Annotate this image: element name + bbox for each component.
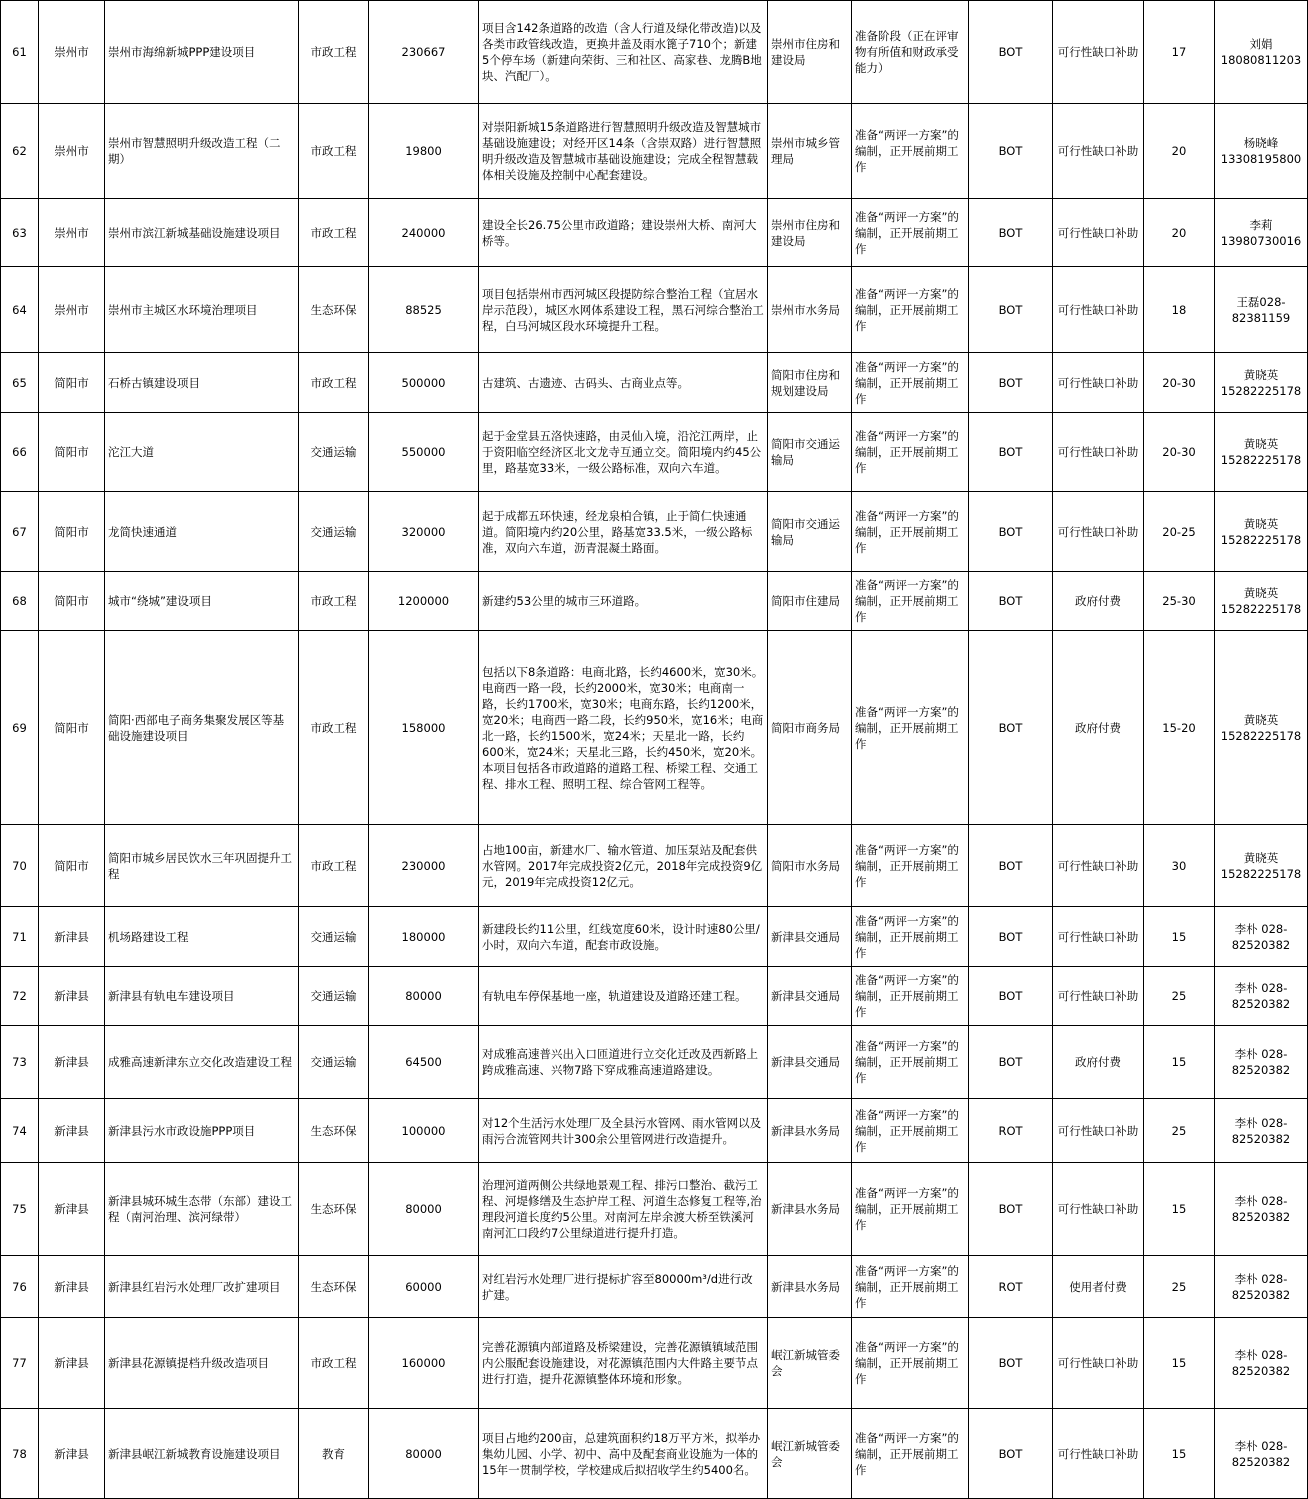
department-cell: 崇州市城乡管理局 [768,104,852,199]
mode-cell: BOT [969,353,1053,413]
payment-cell: 政府付费 [1053,1026,1144,1099]
investment-cell: 60000 [369,1256,479,1318]
city-cell: 崇州市 [39,1,105,104]
category-cell: 生态环保 [299,267,369,353]
city-cell: 简阳市 [39,353,105,413]
city-cell: 新津县 [39,1256,105,1318]
term-years-cell: 25 [1144,967,1215,1026]
contact-cell: 黄晓英 15282225178 [1215,825,1308,907]
project-name-cell: 新津县红岩污水处理厂改扩建项目 [105,1256,299,1318]
payment-cell: 可行性缺口补助 [1053,967,1144,1026]
table-row [1,1099,1308,1163]
city-cell: 简阳市 [39,825,105,907]
mode-cell: BOT [969,104,1053,199]
payment-cell: 可行性缺口补助 [1053,199,1144,267]
project-name-cell: 新津县污水市政设施PPP项目 [105,1099,299,1163]
row-number: 73 [1,1026,39,1099]
department-cell: 新津县交通局 [768,1026,852,1099]
term-years-cell: 15-20 [1144,631,1215,825]
payment-cell: 可行性缺口补助 [1053,267,1144,353]
content-cell: 项目含142条道路的改造（含人行道及绿化带改造)以及各类市政管线改造，更换井盖及雨水篦子710个；新建5个停车场（新建向荣街、三和社区、高家巷、龙腾B地块、汽配厂）。 [479,1,768,104]
contact-cell: 李朴 028-82520382 [1215,967,1308,1026]
table-row [1,104,1308,199]
stage-cell: 准备“两评一方案”的编制，正开展前期工作 [852,967,969,1026]
row-number: 70 [1,825,39,907]
project-name-cell: 沱江大道 [105,413,299,492]
payment-cell: 使用者付费 [1053,1256,1144,1318]
table-row [1,267,1308,353]
project-name-cell: 成雅高速新津东立交化改造建设工程 [105,1026,299,1099]
content-cell: 完善花源镇内部道路及桥梁建设，完善花源镇镇域范围内公服配套设施建设，对花源镇范围内大件路主要节点进行打造，提升花源镇整体环境和形象。 [479,1318,768,1409]
investment-cell: 64500 [369,1026,479,1099]
department-cell: 新津县交通局 [768,907,852,967]
table-row [1,1318,1308,1409]
term-years-cell: 25 [1144,1099,1215,1163]
mode-cell: BOT [969,1409,1053,1499]
term-years-cell: 20-30 [1144,353,1215,413]
city-cell: 新津县 [39,967,105,1026]
department-cell: 新津县水务局 [768,1099,852,1163]
row-number: 65 [1,353,39,413]
stage-cell: 准备“两评一方案”的编制，正开展前期工作 [852,413,969,492]
payment-cell: 可行性缺口补助 [1053,1,1144,104]
department-cell: 崇州市水务局 [768,267,852,353]
contact-cell: 黄晓英 15282225178 [1215,572,1308,631]
content-cell: 项目包括崇州市西河城区段提防综合整治工程（宜居水岸示范段），城区水网体系建设工程，黑石河综合整治工程，白马河城区段水环境提升工程。 [479,267,768,353]
city-cell: 崇州市 [39,267,105,353]
table-row [1,572,1308,631]
mode-cell: ROT [969,1256,1053,1318]
category-cell: 交通运输 [299,413,369,492]
row-number: 72 [1,967,39,1026]
department-cell: 新津县水务局 [768,1163,852,1256]
payment-cell: 可行性缺口补助 [1053,104,1144,199]
mode-cell: BOT [969,413,1053,492]
content-cell: 对崇阳新城15条道路进行智慧照明升级改造及智慧城市基础设施建设；对经开区14条（含崇双路）进行智慧照明升级改造及智慧城市基础设施建设；完成全程智慧载体相关设施及控制中心配套建设。 [479,104,768,199]
table-row [1,1256,1308,1318]
project-name-cell: 崇州市海绵新城PPP建设项目 [105,1,299,104]
city-cell: 简阳市 [39,572,105,631]
payment-cell: 政府付费 [1053,572,1144,631]
investment-cell: 550000 [369,413,479,492]
investment-cell: 80000 [369,1163,479,1256]
content-cell: 有轨电车停保基地一座，轨道建设及道路还建工程。 [479,967,768,1026]
investment-cell: 100000 [369,1099,479,1163]
stage-cell: 准备“两评一方案”的编制，正开展前期工作 [852,1026,969,1099]
city-cell: 简阳市 [39,413,105,492]
content-cell: 占地100亩，新建水厂、输水管道、加压泵站及配套供水管网。2017年完成投资2亿元，2018年完成投资9亿元，2019年完成投资12亿元。 [479,825,768,907]
city-cell: 简阳市 [39,492,105,572]
project-table-body [1,1,1308,1499]
row-number: 68 [1,572,39,631]
contact-cell: 李莉 13980730016 [1215,199,1308,267]
table-row [1,907,1308,967]
mode-cell: BOT [969,967,1053,1026]
content-cell: 治理河道两侧公共绿地景观工程、排污口整治、截污工程、河堤修缮及生态护岸工程、河道生态修复工程等,治理段河道长度约5公里。对南河左岸余渡大桥至铁溪河南河汇口段约7公里绿道进行提升打造。 [479,1163,768,1256]
department-cell: 岷江新城管委会 [768,1409,852,1499]
project-name-cell: 崇州市滨江新城基础设施建设项目 [105,199,299,267]
content-cell: 对成雅高速普兴出入口匝道进行立交化迁改及西新路上跨成雅高速、兴物7路下穿成雅高速道路建设。 [479,1026,768,1099]
table-row [1,825,1308,907]
stage-cell: 准备“两评一方案”的编制，正开展前期工作 [852,492,969,572]
contact-cell: 刘娟 18080811203 [1215,1,1308,104]
project-name-cell: 简阳·西部电子商务集聚发展区等基础设施建设项目 [105,631,299,825]
term-years-cell: 25 [1144,1256,1215,1318]
category-cell: 市政工程 [299,1318,369,1409]
city-cell: 崇州市 [39,199,105,267]
table-row [1,1409,1308,1499]
table-row [1,967,1308,1026]
content-cell: 对红岩污水处理厂进行提标扩容至80000m³/d进行改扩建。 [479,1256,768,1318]
mode-cell: BOT [969,267,1053,353]
category-cell: 市政工程 [299,353,369,413]
contact-cell: 李朴 028-82520382 [1215,1026,1308,1099]
investment-cell: 180000 [369,907,479,967]
city-cell: 新津县 [39,1409,105,1499]
department-cell: 岷江新城管委会 [768,1318,852,1409]
stage-cell: 准备“两评一方案”的编制，正开展前期工作 [852,1409,969,1499]
table-row [1,413,1308,492]
mode-cell: BOT [969,631,1053,825]
stage-cell: 准备“两评一方案”的编制，正开展前期工作 [852,825,969,907]
category-cell: 教育 [299,1409,369,1499]
content-cell: 建设全长26.75公里市政道路；建设崇州大桥、南河大桥等。 [479,199,768,267]
row-number: 63 [1,199,39,267]
stage-cell: 准备“两评一方案”的编制，正开展前期工作 [852,104,969,199]
term-years-cell: 15 [1144,1163,1215,1256]
term-years-cell: 15 [1144,1318,1215,1409]
city-cell: 新津县 [39,1163,105,1256]
table-row [1,353,1308,413]
term-years-cell: 20-30 [1144,413,1215,492]
project-name-cell: 龙简快速通道 [105,492,299,572]
category-cell: 市政工程 [299,1,369,104]
content-cell: 古建筑、古遗迹、古码头、古商业点等。 [479,353,768,413]
row-number: 77 [1,1318,39,1409]
stage-cell: 准备“两评一方案”的编制，正开展前期工作 [852,353,969,413]
term-years-cell: 18 [1144,267,1215,353]
row-number: 69 [1,631,39,825]
contact-cell: 李朴 028-82520382 [1215,1099,1308,1163]
stage-cell: 准备“两评一方案”的编制，正开展前期工作 [852,572,969,631]
mode-cell: BOT [969,1163,1053,1256]
term-years-cell: 20-25 [1144,492,1215,572]
city-cell: 新津县 [39,907,105,967]
department-cell: 新津县交通局 [768,967,852,1026]
row-number: 66 [1,413,39,492]
city-cell: 新津县 [39,1026,105,1099]
content-cell: 新建约53公里的城市三环道路。 [479,572,768,631]
department-cell: 简阳市交通运输局 [768,413,852,492]
stage-cell: 准备“两评一方案”的编制，正开展前期工作 [852,1099,969,1163]
category-cell: 交通运输 [299,907,369,967]
stage-cell: 准备“两评一方案”的编制，正开展前期工作 [852,1318,969,1409]
payment-cell: 可行性缺口补助 [1053,825,1144,907]
investment-cell: 160000 [369,1318,479,1409]
payment-cell: 政府付费 [1053,631,1144,825]
department-cell: 简阳市商务局 [768,631,852,825]
city-cell: 新津县 [39,1099,105,1163]
category-cell: 市政工程 [299,199,369,267]
stage-cell: 准备“两评一方案”的编制，正开展前期工作 [852,199,969,267]
mode-cell: BOT [969,572,1053,631]
investment-cell: 80000 [369,967,479,1026]
payment-cell: 可行性缺口补助 [1053,1409,1144,1499]
row-number: 74 [1,1099,39,1163]
department-cell: 崇州市住房和建设局 [768,199,852,267]
contact-cell: 李朴 028-82520382 [1215,1318,1308,1409]
term-years-cell: 30 [1144,825,1215,907]
stage-cell: 准备“两评一方案”的编制，正开展前期工作 [852,1256,969,1318]
content-cell: 新建段长约11公里，红线宽度60米，设计时速80公里/小时，双向六车道，配套市政设施。 [479,907,768,967]
contact-cell: 王磊028-82381159 [1215,267,1308,353]
row-number: 61 [1,1,39,104]
category-cell: 市政工程 [299,572,369,631]
contact-cell: 黄晓英 15282225178 [1215,353,1308,413]
row-number: 71 [1,907,39,967]
category-cell: 生态环保 [299,1099,369,1163]
stage-cell: 准备“两评一方案”的编制，正开展前期工作 [852,631,969,825]
category-cell: 交通运输 [299,492,369,572]
content-cell: 起于金堂县五洛快速路，由灵仙入境，沿沱江两岸，止于资阳临空经济区北文龙寺互通立交。简阳境内约45公里，路基宽33米，一级公路标准，双向六车道。 [479,413,768,492]
project-name-cell: 简阳市城乡居民饮水三年巩固提升工程 [105,825,299,907]
investment-cell: 1200000 [369,572,479,631]
content-cell: 包括以下8条道路：电商北路，长约4600米，宽30米。电商西一路一段，长约2000米，宽30米；电商南一路，长约1700米，宽30米；电商东路，长约1200米，宽20米；电商西一路二段，长约950米，宽16米；电商北一路，长约1500米，宽24米；天星北一路，长约600米，宽24米；天星北三路，长约450米，宽20米。本项目包括各市政道路的道路工程、桥梁工程、交通工程、排水工程、照明工程、综合管网工程等。 [479,631,768,825]
payment-cell: 可行性缺口补助 [1053,492,1144,572]
category-cell: 生态环保 [299,1256,369,1318]
table-row [1,1,1308,104]
investment-cell: 230000 [369,825,479,907]
mode-cell: BOT [969,1318,1053,1409]
city-cell: 崇州市 [39,104,105,199]
contact-cell: 李朴 028-82520382 [1215,907,1308,967]
mode-cell: BOT [969,492,1053,572]
mode-cell: BOT [969,825,1053,907]
mode-cell: BOT [969,907,1053,967]
investment-cell: 230667 [369,1,479,104]
project-name-cell: 新津县有轨电车建设项目 [105,967,299,1026]
investment-cell: 158000 [369,631,479,825]
term-years-cell: 25-30 [1144,572,1215,631]
contact-cell: 李朴 028-82520382 [1215,1256,1308,1318]
department-cell: 简阳市交通运输局 [768,492,852,572]
row-number: 64 [1,267,39,353]
mode-cell: BOT [969,1026,1053,1099]
content-cell: 项目占地约200亩，总建筑面积约18万平方米，拟举办集幼儿园、小学、初中、高中及配套商业设施为一体的15年一贯制学校，学校建成后拟招收学生约5400名。 [479,1409,768,1499]
mode-cell: ROT [969,1099,1053,1163]
category-cell: 生态环保 [299,1163,369,1256]
term-years-cell: 20 [1144,199,1215,267]
investment-cell: 19800 [369,104,479,199]
category-cell: 市政工程 [299,631,369,825]
investment-cell: 80000 [369,1409,479,1499]
stage-cell: 准备“两评一方案”的编制，正开展前期工作 [852,1163,969,1256]
investment-cell: 320000 [369,492,479,572]
city-cell: 简阳市 [39,631,105,825]
project-name-cell: 石桥古镇建设项目 [105,353,299,413]
project-name-cell: 崇州市主城区水环境治理项目 [105,267,299,353]
department-cell: 简阳市住房和规划建设局 [768,353,852,413]
payment-cell: 可行性缺口补助 [1053,413,1144,492]
project-name-cell: 新津县花源镇提档升级改造项目 [105,1318,299,1409]
investment-cell: 88525 [369,267,479,353]
table-row [1,199,1308,267]
department-cell: 简阳市水务局 [768,825,852,907]
contact-cell: 黄晓英 15282225178 [1215,631,1308,825]
payment-cell: 可行性缺口补助 [1053,907,1144,967]
contact-cell: 李朴 028-82520382 [1215,1163,1308,1256]
stage-cell: 准备阶段（正在评审物有所值和财政承受能力） [852,1,969,104]
contact-cell: 黄晓英 15282225178 [1215,492,1308,572]
project-name-cell: 新津县城环城生态带（东部）建设工程（南河治理、滨河绿带） [105,1163,299,1256]
term-years-cell: 17 [1144,1,1215,104]
mode-cell: BOT [969,199,1053,267]
project-name-cell: 机场路建设工程 [105,907,299,967]
payment-cell: 可行性缺口补助 [1053,353,1144,413]
department-cell: 新津县水务局 [768,1256,852,1318]
department-cell: 简阳市住建局 [768,572,852,631]
project-name-cell: 城市“绕城”建设项目 [105,572,299,631]
stage-cell: 准备“两评一方案”的编制，正开展前期工作 [852,907,969,967]
content-cell: 起于成都五环快速，经龙泉柏合镇，止于简仁快速通道。简阳境内约20公里，路基宽33.5米，一级公路标准，双向六车道，沥青混凝土路面。 [479,492,768,572]
row-number: 75 [1,1163,39,1256]
investment-cell: 500000 [369,353,479,413]
term-years-cell: 20 [1144,104,1215,199]
project-name-cell: 崇州市智慧照明升级改造工程（二期） [105,104,299,199]
category-cell: 市政工程 [299,825,369,907]
row-number: 78 [1,1409,39,1499]
row-number: 76 [1,1256,39,1318]
table-row [1,1163,1308,1256]
table-row [1,1026,1308,1099]
city-cell: 新津县 [39,1318,105,1409]
stage-cell: 准备“两评一方案”的编制，正开展前期工作 [852,267,969,353]
term-years-cell: 15 [1144,1026,1215,1099]
contact-cell: 黄晓英 15282225178 [1215,413,1308,492]
investment-cell: 240000 [369,199,479,267]
mode-cell: BOT [969,1,1053,104]
project-name-cell: 新津县岷江新城教育设施建设项目 [105,1409,299,1499]
payment-cell: 可行性缺口补助 [1053,1163,1144,1256]
category-cell: 交通运输 [299,1026,369,1099]
contact-cell: 李朴 028-82520382 [1215,1409,1308,1499]
payment-cell: 可行性缺口补助 [1053,1318,1144,1409]
table-row [1,631,1308,825]
row-number: 62 [1,104,39,199]
term-years-cell: 15 [1144,1409,1215,1499]
row-number: 67 [1,492,39,572]
term-years-cell: 15 [1144,907,1215,967]
table-row [1,492,1308,572]
contact-cell: 杨晓峰 13308195800 [1215,104,1308,199]
payment-cell: 可行性缺口补助 [1053,1099,1144,1163]
department-cell: 崇州市住房和建设局 [768,1,852,104]
content-cell: 对12个生活污水处理厂及全县污水管网、雨水管网以及雨污合流管网共计300余公里管网进行改造提升。 [479,1099,768,1163]
category-cell: 市政工程 [299,104,369,199]
category-cell: 交通运输 [299,967,369,1026]
